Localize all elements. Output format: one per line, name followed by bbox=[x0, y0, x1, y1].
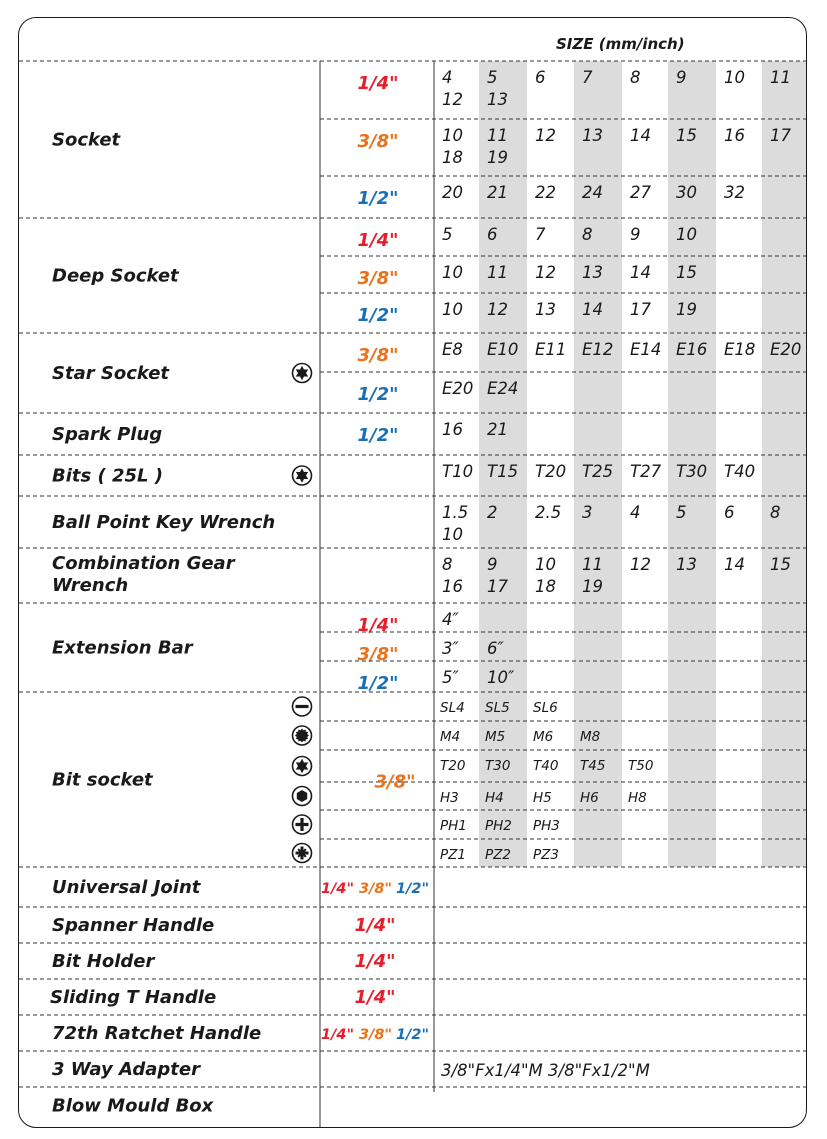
category-label: 3 Way Adapter bbox=[52, 1059, 200, 1080]
size-value: 17 bbox=[630, 300, 651, 319]
size-value: H6 bbox=[580, 790, 599, 806]
torx-icon-glyph bbox=[296, 759, 308, 773]
drive-size-label: 1/4" bbox=[354, 951, 396, 972]
size-value: 8 bbox=[770, 503, 781, 522]
size-value: 7 bbox=[535, 225, 546, 244]
size-value: T30 bbox=[676, 462, 708, 481]
size-value: M8 bbox=[580, 729, 601, 745]
size-value: H4 bbox=[485, 790, 504, 806]
size-value: SL5 bbox=[485, 700, 510, 716]
drive-size-label: 3/8" bbox=[374, 771, 416, 793]
size-value: 13 bbox=[487, 90, 508, 109]
size-value: 12 bbox=[535, 263, 556, 282]
size-value: 13 bbox=[676, 555, 697, 574]
drive-size-label: 1/2" bbox=[357, 305, 399, 326]
drive-size-label: 1/4" bbox=[357, 73, 399, 94]
size-value: E24 bbox=[487, 379, 519, 398]
size-value: 19 bbox=[676, 300, 697, 319]
size-value: T50 bbox=[628, 758, 654, 774]
drive-size-label: 1/2" bbox=[396, 881, 430, 897]
size-value: 13 bbox=[582, 263, 603, 282]
size-value: 10 bbox=[442, 126, 463, 145]
drive-size-label: 1/2" bbox=[396, 1027, 430, 1043]
size-value: 4 bbox=[442, 68, 453, 87]
size-value: 4″ bbox=[442, 610, 459, 629]
size-value: PZ3 bbox=[533, 847, 559, 863]
size-value: T40 bbox=[533, 758, 559, 774]
size-value: 9 bbox=[487, 555, 498, 574]
drive-size-label: 3/8" bbox=[357, 268, 399, 289]
size-value: 6 bbox=[487, 225, 498, 244]
size-value: 11 bbox=[487, 126, 508, 145]
size-value: 10 bbox=[442, 525, 463, 544]
size-value: T20 bbox=[440, 758, 466, 774]
size-value: 5 bbox=[676, 503, 687, 522]
size-value: SL6 bbox=[533, 700, 558, 716]
size-table-frame bbox=[18, 17, 807, 1128]
size-value: E14 bbox=[630, 340, 662, 359]
size-value: 18 bbox=[535, 577, 556, 596]
size-value: E20 bbox=[442, 379, 474, 398]
size-value: 14 bbox=[582, 300, 603, 319]
drive-size-label: 1/2" bbox=[357, 425, 399, 446]
drive-size-label: 1/4" bbox=[354, 987, 396, 1008]
size-value: T20 bbox=[535, 462, 567, 481]
size-value: 19 bbox=[487, 148, 508, 167]
size-value: 12 bbox=[442, 90, 463, 109]
slotted-icon-glyph bbox=[296, 705, 309, 708]
size-value: 10″ bbox=[487, 668, 515, 687]
category-label: Wrench bbox=[52, 575, 129, 596]
category-label: Blow Mould Box bbox=[52, 1095, 214, 1117]
category-label: 72th Ratchet Handle bbox=[52, 1023, 262, 1044]
size-value: 10 bbox=[442, 300, 463, 319]
size-value: T40 bbox=[724, 462, 756, 481]
size-value: 2 bbox=[487, 503, 498, 522]
size-value: 6″ bbox=[487, 639, 504, 658]
category-label: Sliding T Handle bbox=[50, 987, 217, 1008]
size-value: 16 bbox=[442, 420, 463, 439]
size-value: 18 bbox=[442, 148, 463, 167]
size-value: 9 bbox=[630, 225, 641, 244]
drive-size-label: 1/4" bbox=[357, 615, 399, 636]
category-label: Universal Joint bbox=[52, 877, 201, 898]
size-value: 6 bbox=[535, 68, 546, 87]
size-value: SL4 bbox=[440, 700, 465, 716]
size-value: PH3 bbox=[533, 818, 560, 834]
size-value: 21 bbox=[487, 183, 508, 202]
size-header: SIZE (mm/inch) bbox=[556, 35, 685, 53]
size-value: PH1 bbox=[440, 818, 467, 834]
size-value: 5 bbox=[442, 225, 453, 244]
size-value: 14 bbox=[630, 126, 651, 145]
size-value: T25 bbox=[582, 462, 614, 481]
size-value: 22 bbox=[535, 183, 556, 202]
size-value: H3 bbox=[440, 790, 459, 806]
size-value: 24 bbox=[582, 183, 603, 202]
size-value: 17 bbox=[770, 126, 791, 145]
size-value: 10 bbox=[442, 263, 463, 282]
size-value: 10 bbox=[535, 555, 556, 574]
size-value: 7 bbox=[582, 68, 593, 87]
size-value: 9 bbox=[676, 68, 687, 87]
category-label: Ball Point Key Wrench bbox=[52, 512, 276, 533]
size-value: T45 bbox=[580, 758, 606, 774]
size-value: H5 bbox=[533, 790, 552, 806]
size-value: 8 bbox=[582, 225, 593, 244]
size-value: 8 bbox=[442, 555, 453, 574]
size-value: M5 bbox=[485, 729, 506, 745]
drive-size-label: 1/2" bbox=[357, 673, 399, 694]
size-value: 3 bbox=[582, 503, 593, 522]
size-value: E18 bbox=[724, 340, 756, 359]
size-value: M4 bbox=[440, 729, 461, 745]
size-value: PZ2 bbox=[485, 847, 511, 863]
size-value: 12 bbox=[535, 126, 556, 145]
size-value: 5 bbox=[487, 68, 498, 87]
size-value: 15 bbox=[676, 126, 697, 145]
size-value: 14 bbox=[724, 555, 745, 574]
category-label: Deep Socket bbox=[52, 265, 179, 287]
size-value: 12 bbox=[630, 555, 651, 574]
size-value: 10 bbox=[676, 225, 697, 244]
size-value: 27 bbox=[630, 183, 651, 202]
category-label: Bit socket bbox=[52, 769, 153, 791]
drive-size-label: 3/8" bbox=[359, 881, 393, 897]
category-label: Bits ( 25L ) bbox=[52, 465, 163, 487]
size-table bbox=[19, 18, 807, 1128]
drive-size-label: 1/2" bbox=[357, 188, 399, 209]
size-value: 17 bbox=[487, 577, 508, 596]
size-value: 4 bbox=[630, 503, 641, 522]
size-value: 19 bbox=[582, 577, 603, 596]
size-value: 13 bbox=[582, 126, 603, 145]
size-value: 15 bbox=[676, 263, 697, 282]
category-label: Socket bbox=[52, 129, 121, 151]
size-value: PZ1 bbox=[440, 847, 466, 863]
size-value: 10 bbox=[724, 68, 745, 87]
drive-size-label: 1/4" bbox=[354, 915, 396, 936]
drive-size-label: 1/4" bbox=[357, 230, 399, 251]
category-label: Combination Gear bbox=[52, 553, 235, 574]
size-value: 8 bbox=[630, 68, 641, 87]
size-value: 6 bbox=[724, 503, 735, 522]
size-value: T10 bbox=[442, 462, 474, 481]
category-label: Spanner Handle bbox=[52, 915, 215, 936]
drive-size-label: 3/8" bbox=[359, 1027, 393, 1043]
drive-size-label: 1/4" bbox=[321, 1027, 355, 1043]
hex-icon-glyph bbox=[297, 790, 307, 802]
size-value: E11 bbox=[535, 340, 567, 359]
size-value: 5″ bbox=[442, 668, 459, 687]
size-value: 16 bbox=[442, 577, 463, 596]
size-value: 20 bbox=[442, 183, 463, 202]
size-value: H8 bbox=[628, 790, 647, 806]
size-value: 13 bbox=[535, 300, 556, 319]
drive-size-label: 3/8" bbox=[357, 131, 399, 152]
size-value: 12 bbox=[487, 300, 508, 319]
drive-size-label: 1/4" bbox=[321, 881, 355, 897]
size-column-stripe bbox=[762, 61, 807, 867]
category-label: Star Socket bbox=[52, 363, 169, 384]
size-value: PH2 bbox=[485, 818, 512, 834]
size-value: M6 bbox=[533, 729, 554, 745]
size-value: E12 bbox=[582, 340, 614, 359]
size-value: 11 bbox=[487, 263, 508, 282]
size-value: 11 bbox=[582, 555, 603, 574]
drive-size-label: 3/8" bbox=[357, 644, 399, 665]
size-value: T15 bbox=[487, 462, 519, 481]
size-value: 16 bbox=[724, 126, 745, 145]
drive-size-label: 1/2" bbox=[357, 384, 399, 405]
size-value: 14 bbox=[630, 263, 651, 282]
spline-icon-glyph bbox=[295, 729, 309, 743]
size-value: T27 bbox=[630, 462, 662, 481]
size-value: 3/8"Fx1/4"M 3/8"Fx1/2"M bbox=[441, 1061, 650, 1080]
size-value: E10 bbox=[487, 340, 519, 359]
size-value: 1.5 bbox=[442, 503, 469, 522]
category-label: Extension Bar bbox=[52, 637, 193, 659]
size-value: 3″ bbox=[442, 639, 459, 658]
size-value: 30 bbox=[676, 183, 697, 202]
size-value: E16 bbox=[676, 340, 708, 359]
size-value: E8 bbox=[442, 340, 463, 359]
drive-size-label: 3/8" bbox=[357, 345, 399, 366]
size-value: 21 bbox=[487, 420, 508, 439]
size-value: 32 bbox=[724, 183, 745, 202]
size-value: 15 bbox=[770, 555, 791, 574]
size-value: E20 bbox=[770, 340, 802, 359]
size-value: 11 bbox=[770, 68, 791, 87]
size-value: T30 bbox=[485, 758, 511, 774]
category-label: Bit Holder bbox=[52, 951, 155, 972]
category-label: Spark Plug bbox=[52, 424, 163, 445]
phillips-icon-glyph bbox=[300, 818, 303, 831]
star-socket-icon-glyph bbox=[296, 366, 308, 380]
size-value: 2.5 bbox=[535, 503, 562, 522]
torx-icon-glyph bbox=[296, 468, 308, 482]
